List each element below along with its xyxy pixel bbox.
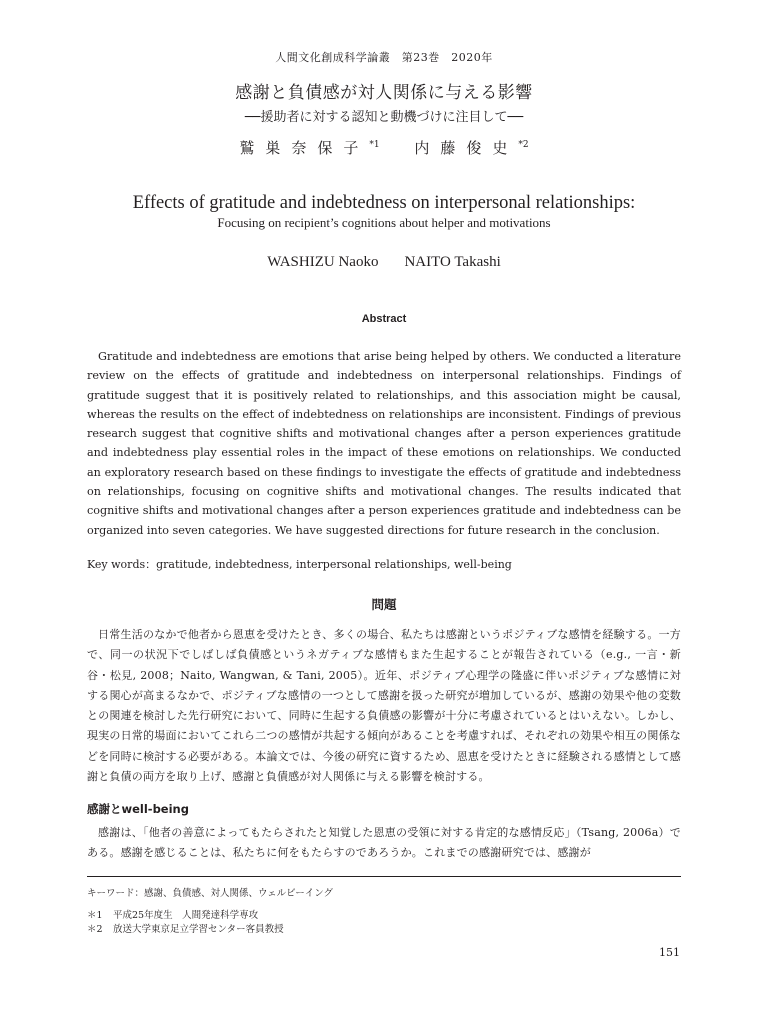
section-heading: 問題 — [371, 597, 397, 612]
footnote-2-text: 放送大学東京足立学習センター客員教授 — [113, 924, 284, 935]
authors-japanese — [0, 137, 768, 158]
title-japanese: 感謝と負債感が対人関係に与える影響 — [235, 83, 533, 103]
subtitle-japanese: ──援助者に対する認知と動機づけに注目して── — [244, 110, 524, 125]
author2-name-en: NAITO Takashi — [404, 254, 501, 270]
footnote-1-mark: ＊1 — [87, 910, 103, 921]
abstract-heading: Abstract — [361, 313, 407, 325]
author1-name-en: WASHIZU Naoko — [267, 254, 379, 270]
subtitle-english: Focusing on recipient’s cognitions about helper and motivations — [217, 215, 551, 230]
page-number: 151 — [659, 946, 680, 959]
footnote-2 — [87, 921, 284, 935]
author2-name-ja: 内藤俊史 — [414, 139, 519, 157]
author1-mark: *1 — [369, 140, 380, 150]
abstract-text: Gratitude and indebtedness are emotions that arise being helped by others. We conducted a literature review on the effects of gratitude and indebtedness on interpersonal relationships. Findings of gratitude suggest that it is positively related to relationships, and this association might be causal, whereas the results on the effect of indebtedness on relationships are inconsistent. Findings of previous research suggest that cognitive shifts and motivational changes after a person experiences gratitude and indebtedness play essential roles in the impact of these emotions on relationships. We conducted an exploratory research based on these findings to investigate the effects of gratitude and indebtedness on relationships, focusing on cognitive shifts and motivational changes. The results indicated that cognitive shifts and motivational changes after a person experiences gratitude and indebtedness can be organized into seven categories. We have suggested directions for future research in the conclusion. — [87, 350, 681, 537]
subsection-heading: 感謝とwell-being — [87, 802, 189, 816]
body-paragraph-2: 感謝は、「他者の善意によってもたらされたと知覚した恩恵の受領に対する肯定的な感情反応」（Tsang, 2006a）である。感謝を感じることは、私たちに何をもたらすのであろうか。これまでの感謝研究では、感謝が — [87, 826, 681, 860]
title-english: Effects of gratitude and indebtedness on interpersonal relationships: — [132, 193, 636, 213]
footnote-divider — [87, 876, 681, 877]
keywords-japanese: キーワード：感謝、負債感、対人関係、ウェルビーイング — [87, 888, 334, 899]
author1-name-ja: 鷲巣奈保子 — [239, 139, 370, 157]
keywords-english: Key words：gratitude, indebtedness, interpersonal relationships, well-being — [87, 558, 512, 571]
footnote-1 — [87, 907, 258, 921]
footnote-2-mark: ＊2 — [87, 924, 103, 935]
authors-english — [0, 254, 768, 271]
body-paragraph-1: 日常生活のなかで他者から恩恵を受けたとき、多くの場合、私たちは感謝というポジティブな感情を経験する。一方で、同一の状況下でしばしば負債感というネガティブな感情もまた生起することが報告されている（e.g., 一言・新谷・松見, 2008；Naito, Wangwan, & Tani, 2005）。近年、ポジティブ心理学の隆盛に伴いポジティブな感情に対する関心が高まるなかで、ポジティブな感情の一つとして感謝を扱った研究が増加しているが、感謝の効果や他の変数との関連を検討した先行研究において、同時に生起する負債感の影響が十分に考慮されているとはいえない。しかし、現実の日常的場面においてこれら二つの感情が共起する傾向があることを考慮すれば、それぞれの効果や相互の関係などを同時に検討する必要がある。本論文では、今後の研究に資するため、恩恵を受けたときに経験される感情として感謝と負債の両方を取り上げ、感謝と負債感が対人関係に与える影響を検討する。 — [87, 628, 681, 784]
journal-info: 人間文化創成科学論叢 第23巻 2020年 — [275, 51, 493, 64]
author2-mark: *2 — [518, 140, 529, 150]
footnote-1-text: 平成25年度生 人間発達科学専攻 — [113, 910, 259, 921]
